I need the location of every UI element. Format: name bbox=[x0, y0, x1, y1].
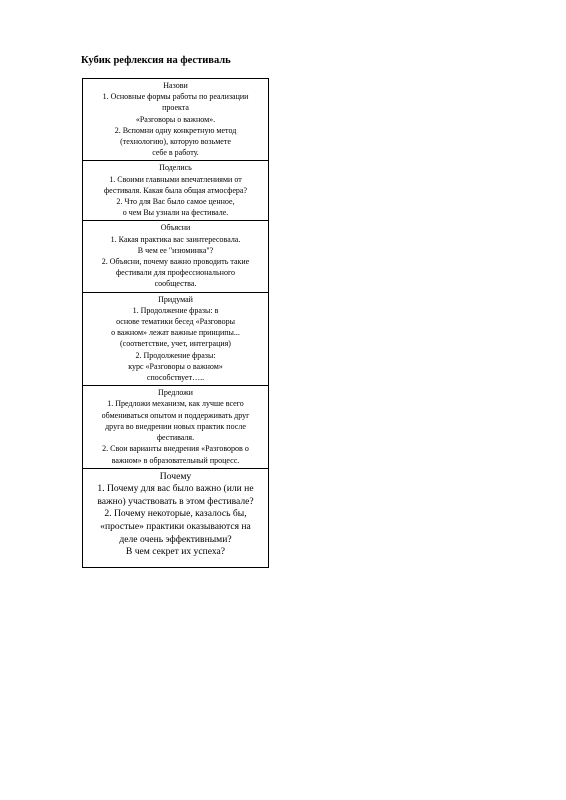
cell-line: друга во внедрении новых практик после bbox=[105, 421, 246, 431]
cell-line: (соответствие, учет, интеграция) bbox=[120, 339, 231, 349]
cube-row-name bbox=[83, 79, 269, 161]
cube-cell-propose bbox=[83, 386, 269, 468]
cell-line: 1. Почему для вас было важно (или не bbox=[97, 483, 254, 495]
cell-line: способствует….. bbox=[146, 373, 205, 383]
cell-line: фестиваля. bbox=[156, 433, 195, 443]
cell-line: фестивали для профессионального bbox=[115, 268, 236, 278]
cell-line: 1. Продолжение фразы: в bbox=[132, 305, 219, 315]
cell-heading: Назови bbox=[163, 81, 188, 90]
cube-row-propose bbox=[83, 386, 269, 468]
cell-line: «Разговоры о важном». bbox=[135, 114, 216, 124]
cell-line: В чем ее "изюминка"? bbox=[137, 245, 214, 255]
cell-line: основе тематики бесед «Разговоры bbox=[116, 317, 235, 327]
cell-line: 1. Предложи механизм, как лучше всего bbox=[107, 399, 244, 409]
cell-line: себе в работу. bbox=[152, 148, 199, 158]
cell-line: В чем секрет их успеха? bbox=[125, 546, 226, 558]
cell-line: обмениваться опытом и поддерживать друг bbox=[101, 410, 250, 420]
reflection-cube-table bbox=[82, 78, 269, 568]
cell-line: фестиваля. Какая была общая атмосфера? bbox=[103, 185, 248, 195]
cell-line: 2. Свои варианты внедрения «Разговоров о bbox=[102, 444, 249, 454]
cube-cell-invent bbox=[83, 292, 269, 386]
cube-row-why bbox=[83, 468, 269, 567]
cube-cell-share bbox=[83, 161, 269, 221]
cell-line: (технологию), которую возьмете bbox=[120, 137, 231, 147]
cell-heading: Почему bbox=[159, 470, 192, 482]
cell-line: 1. Своими главными впечатлениями от bbox=[109, 174, 242, 184]
cube-cell-why bbox=[83, 468, 269, 567]
cell-line: деле очень эффективными? bbox=[119, 533, 232, 545]
cube-cell-explain bbox=[83, 221, 269, 292]
cell-heading: Предложи bbox=[158, 388, 193, 398]
page-title: Кубик рефлексия на фестиваль bbox=[81, 55, 231, 66]
cell-line: о чем Вы узнали на фестивале. bbox=[122, 208, 229, 218]
cell-line: важном» в образовательный процесс. bbox=[111, 455, 240, 465]
cube-row-invent bbox=[83, 292, 269, 386]
cube-row-explain bbox=[83, 221, 269, 292]
cell-line: 2. Что для Вас было самое ценное, bbox=[116, 197, 235, 207]
cell-line: курс «Разговоры о важном» bbox=[128, 361, 223, 371]
cell-line: важно) участвовать в этом фестивале? bbox=[97, 495, 254, 507]
cube-row-share bbox=[83, 161, 269, 221]
cell-heading: Придумай bbox=[158, 294, 193, 304]
cell-line: 2. Вспомни одну конкретную метод bbox=[114, 125, 237, 135]
cell-line: 2. Продолжение фразы: bbox=[135, 350, 216, 360]
cell-line: 2. Объясни, почему важно проводить такие bbox=[101, 257, 250, 267]
cell-line: 1. Какая практика вас заинтересовала. bbox=[110, 234, 241, 244]
cell-line: «простые» практики оказываются на bbox=[100, 521, 251, 533]
cell-line: сообщества. bbox=[154, 279, 197, 289]
cube-cell-name bbox=[83, 79, 269, 161]
cell-line: 2. Почему некоторые, казалось бы, bbox=[104, 508, 247, 520]
cell-heading: Объясни bbox=[160, 223, 191, 233]
cell-line: проекта bbox=[162, 103, 189, 113]
cell-heading: Поделись bbox=[159, 163, 192, 173]
cell-line: о важном» лежат важные принципы... bbox=[111, 328, 240, 338]
cell-line: 1. Основные формы работы по реализации bbox=[102, 92, 249, 102]
